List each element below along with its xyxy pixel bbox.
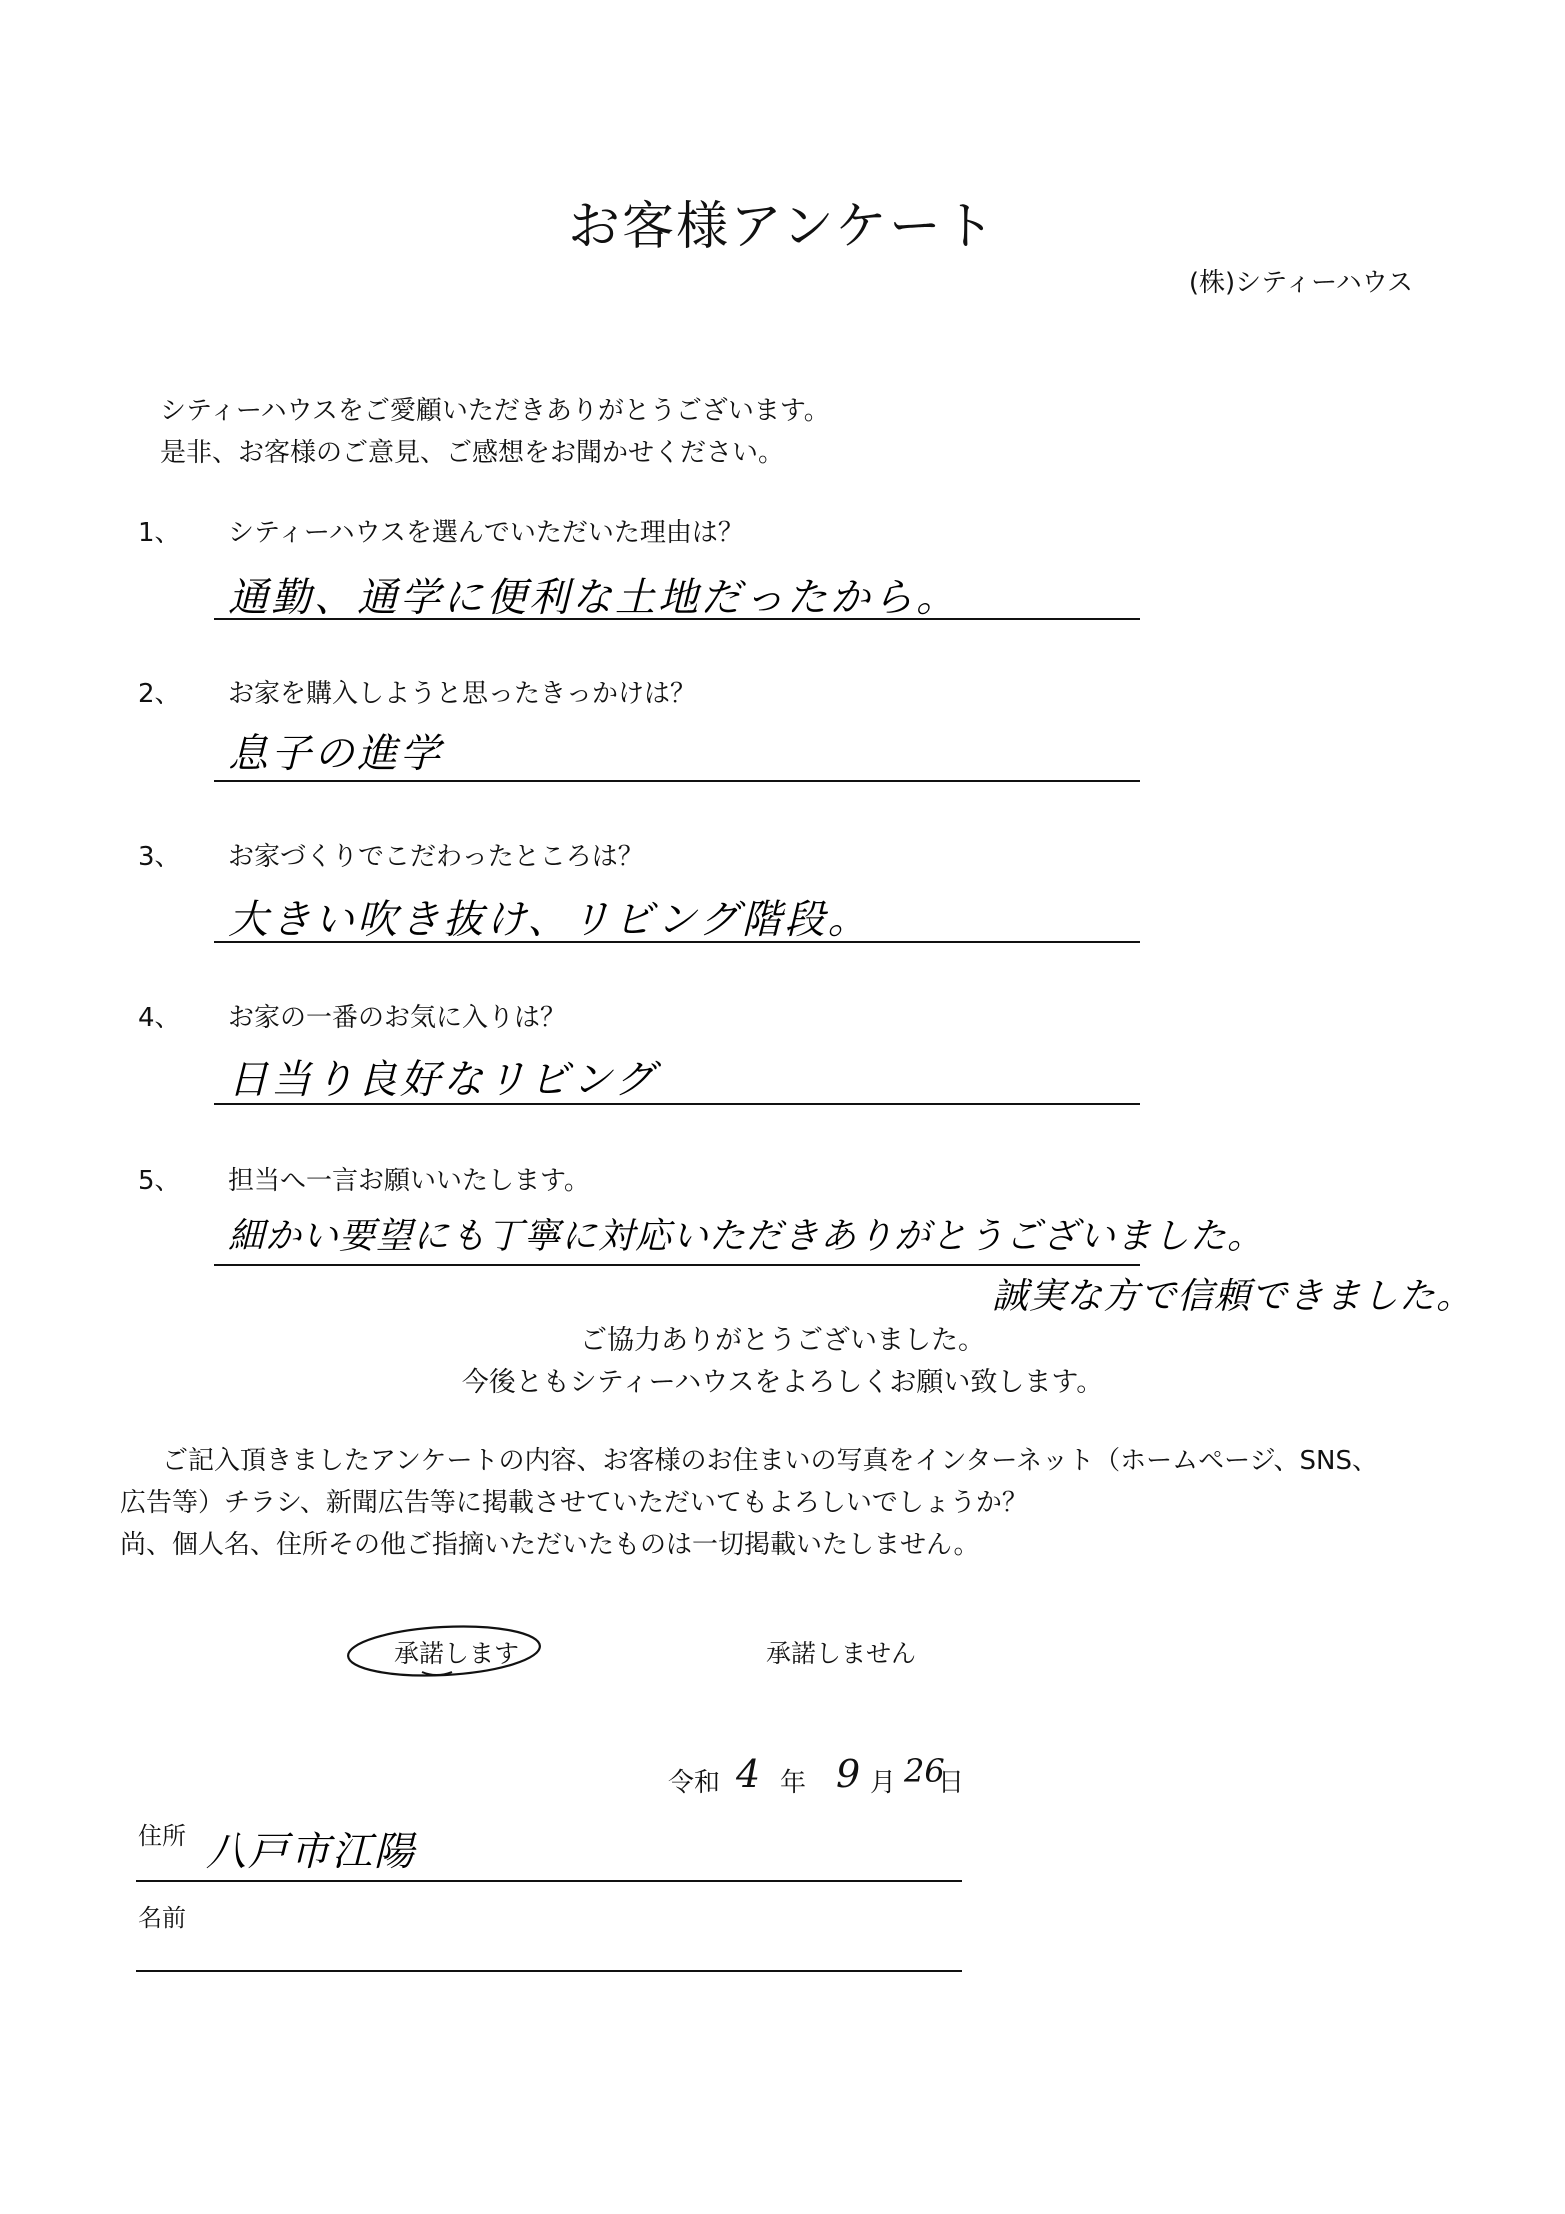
date-year[interactable]: 4 xyxy=(736,1752,761,1796)
name-label: 名前 xyxy=(138,1904,186,1932)
permission-line-2: 広告等）チラシ、新聞広告等に掲載させていただいてもよろしいでしょうか？ xyxy=(120,1488,1028,1518)
question-1-text: シティーハウスを選んでいただいた理由は？ xyxy=(228,518,744,548)
permission-line-1: ご記入頂きましたアンケートの内容、お客様のお住まいの写真をインターネット（ホームページ、SNS、 xyxy=(162,1446,1378,1476)
date-day[interactable]: 26 xyxy=(904,1752,945,1790)
question-2-text: お家を購入しようと思ったきっかけは？ xyxy=(228,679,697,709)
page-title: お客様アンケート xyxy=(568,197,997,257)
consent-accept-option[interactable] xyxy=(344,1622,544,1680)
question-4-text: お家の一番のお気に入りは？ xyxy=(228,1003,567,1033)
intro-line-1: シティーハウスをご愛顧いただきありがとうございます。 xyxy=(160,396,830,426)
address-label: 住所 xyxy=(138,1822,186,1850)
answer-2[interactable]: 息子の進学 xyxy=(228,731,443,777)
thanks-line-1: ご協力ありがとうございました。 xyxy=(580,1325,985,1356)
company-name: (株)シティーハウス xyxy=(1188,268,1413,298)
answer-1-line xyxy=(214,618,1140,620)
answer-5-extra[interactable]: 誠実な方で信頼できました。 xyxy=(992,1276,1474,1317)
question-5-number: 5、 xyxy=(138,1166,181,1196)
date-era: 令和 xyxy=(668,1768,721,1798)
answer-5[interactable]: 細かい要望にも丁寧に対応いただきありがとうございました。 xyxy=(228,1216,1265,1257)
date-month-unit: 月 xyxy=(870,1768,897,1798)
permission-line-3: 尚、個人名、住所その他ご指摘いただいたものは一切掲載いたしません。 xyxy=(120,1530,980,1560)
answer-2-line xyxy=(214,780,1140,782)
consent-decline-option[interactable]: 承諾しません xyxy=(766,1639,917,1668)
question-3-number: 3、 xyxy=(138,842,181,872)
answer-1[interactable]: 通勤、通学に便利な土地だったから。 xyxy=(228,575,959,621)
question-5-text: 担当へ一言お願いいたします。 xyxy=(228,1166,590,1196)
question-4-number: 4、 xyxy=(138,1003,181,1033)
answer-4[interactable]: 日当り良好なリビング xyxy=(228,1057,658,1103)
consent-accept-label: 承諾します xyxy=(394,1639,520,1668)
address-value[interactable]: 八戸市江陽 xyxy=(206,1829,416,1875)
question-3-text: お家づくりでこだわったところは？ xyxy=(228,842,644,872)
thanks-line-2: 今後ともシティーハウスをよろしくお願い致します。 xyxy=(461,1367,1104,1398)
question-1-number: 1、 xyxy=(138,518,181,548)
address-line xyxy=(136,1880,962,1882)
date-month[interactable]: 9 xyxy=(836,1752,861,1796)
answer-3[interactable]: 大きい吹き抜け、リビング階段。 xyxy=(228,897,871,943)
answer-3-line xyxy=(214,941,1140,943)
answer-5-line xyxy=(214,1264,1140,1266)
question-2-number: 2、 xyxy=(138,679,181,709)
date-year-unit: 年 xyxy=(780,1768,807,1798)
intro-line-2: 是非、お客様のご意見、ご感想をお聞かせください。 xyxy=(160,438,785,468)
name-line xyxy=(136,1970,962,1972)
answer-4-line xyxy=(214,1103,1140,1105)
date-day-unit: 日 xyxy=(938,1768,965,1798)
